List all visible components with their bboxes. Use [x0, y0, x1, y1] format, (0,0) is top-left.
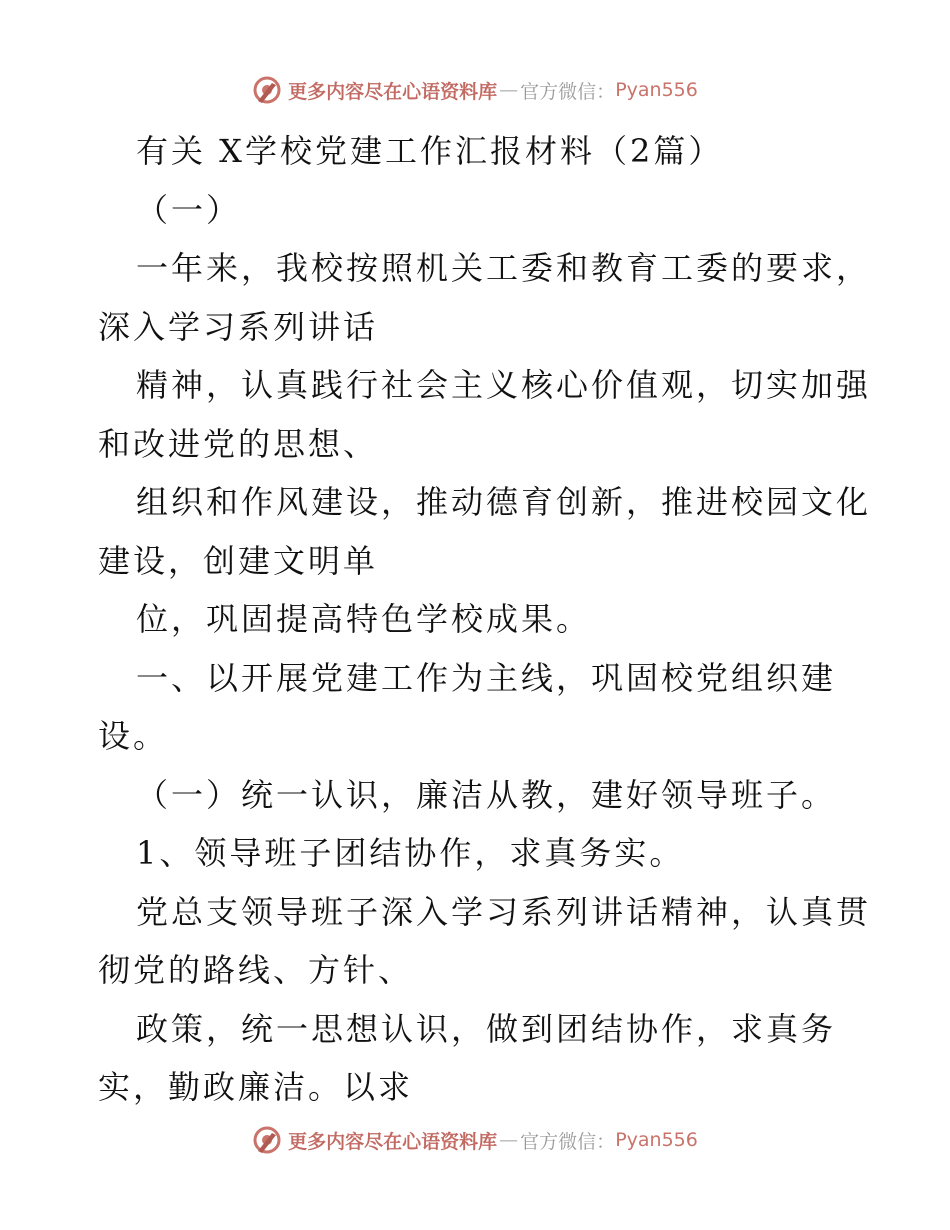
pen-logo-icon — [252, 1125, 282, 1155]
text-line: 建设，创建文明单 — [98, 541, 379, 580]
pen-logo-icon — [252, 75, 282, 105]
text-line: 1、领导班子团结协作，求真务实。 — [136, 834, 685, 872]
watermark-dash: — — [499, 1129, 519, 1151]
header-watermark — [0, 70, 950, 110]
text-line: 彻党的路线、方针、 — [98, 951, 414, 989]
text-line: 一年来，我校按照机关工委和教育工委的要求， — [136, 249, 872, 287]
watermark-label: 官方微信： — [520, 1130, 616, 1153]
text-line: 党总支领导班子深入学习系列讲话精神，认真贯 — [136, 892, 872, 931]
text-line: （一） — [136, 190, 242, 229]
watermark-main-text: 更多内容尽在心语资料库 — [288, 1130, 498, 1153]
footer-watermark — [0, 1120, 950, 1160]
text-line: 和改进党的思想、 — [98, 424, 379, 463]
text-line: 深入学习系列讲话 — [98, 307, 379, 346]
text-line: 组织和作风建设，推动德育创新，推进校园文化 — [136, 483, 872, 521]
document-body — [98, 122, 872, 1117]
text-line: 一、以开展党建工作为主线，巩固校党组织建 — [136, 658, 837, 697]
document-title: 有关 X学校党建工作汇报材料（2篇） — [136, 132, 724, 170]
watermark-main-text: 更多内容尽在心语资料库 — [288, 80, 498, 103]
text-line: 位，巩固提高特色学校成果。 — [136, 600, 592, 638]
watermark-id: Pyan556 — [615, 79, 698, 101]
watermark-id: Pyan556 — [615, 1129, 698, 1151]
text-line: （一）统一认识，廉洁从教，建好领导班子。 — [136, 775, 837, 814]
text-line: 实，勤政廉洁。以求 — [98, 1068, 414, 1106]
watermark-label: 官方微信： — [520, 80, 616, 103]
text-line: 政策，统一思想认识，做到团结协作，求真务 — [136, 1009, 837, 1048]
text-line: 精神，认真践行社会主义核心价值观，切实加强 — [136, 366, 872, 404]
text-line: 设。 — [98, 717, 169, 755]
watermark-dash: — — [499, 79, 519, 101]
